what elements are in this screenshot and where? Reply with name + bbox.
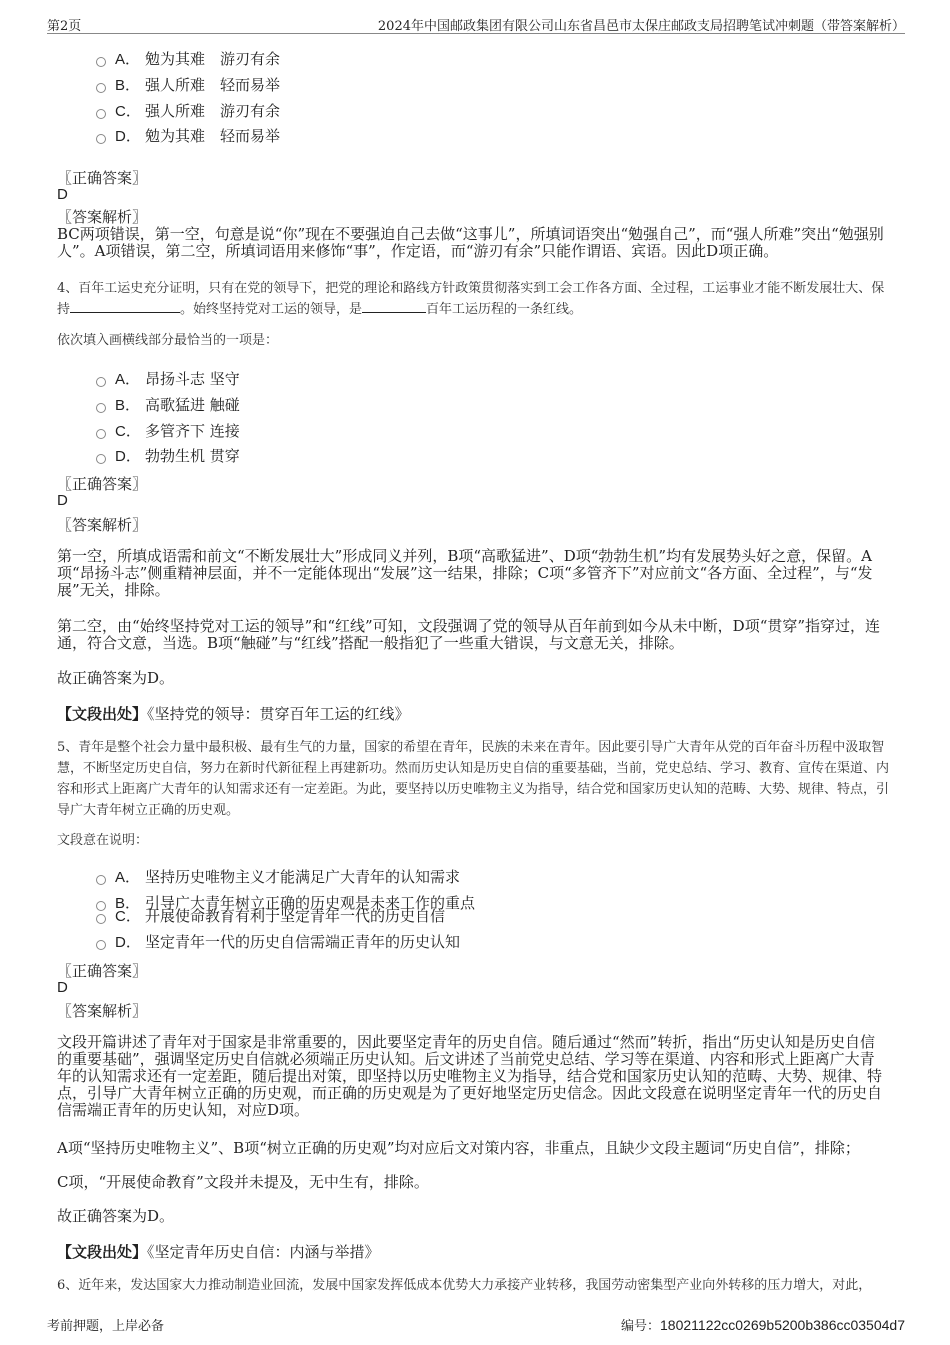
q5-option-a[interactable]: A． 坚持历史唯物主义才能满足广大青年的认知需求 [96, 866, 460, 887]
q5-option-b[interactable]: B． 引导广大青年树立正确的历史观是未来工作的重点 [96, 892, 475, 913]
q5-option-c[interactable]: C． 开展使命教育有利于坚定青年一代的历史自信 [96, 905, 445, 926]
q4-prompt: 依次填入画横线部分最恰当的一项是： [57, 333, 279, 348]
q4-option-a[interactable]: A． 昂扬斗志 坚守 [96, 368, 240, 389]
q6-stem: 6、近年来，发达国家大力推动制造业回流，发展中国家发挥低成本优势大力承接产业转移，我国劳动密集型产业向外转移的压力增大，对此， [57, 1278, 872, 1293]
q3-option-c[interactable]: C． 强人所难 游刃有余 [96, 100, 280, 121]
q3-answer-label: 〖正确答案〗 [57, 169, 148, 187]
q5-answer: D [57, 979, 68, 996]
radio-icon[interactable] [96, 134, 106, 144]
q5-analysis-label: 〖答案解析〗 [57, 1002, 148, 1020]
q4-option-d[interactable]: D． 勃勃生机 贯穿 [96, 445, 240, 466]
q5-option-d[interactable]: D． 坚定青年一代的历史自信需端正青年的历史认知 [96, 931, 460, 952]
q5-analysis-p3: C项，“开展使命教育”文段并未提及，无中生有，排除。 [57, 1173, 429, 1191]
q4-stem: 4、百年工运史充分证明，只有在党的领导下，把党的理论和路线方针政策贯彻落实到工会工作各方面、全过程，工运事业才能不断发展壮大、保持 。始终坚持党对工运的领导，是 百年工运历程的一条红线。 [57, 281, 885, 317]
radio-icon[interactable] [96, 403, 106, 413]
radio-icon[interactable] [96, 377, 106, 387]
q3-analysis-label: 〖答案解析〗 [57, 208, 148, 226]
q4-option-c[interactable]: C． 多管齐下 连接 [96, 420, 240, 441]
q5-stem: 5、青年是整个社会力量中最积极、最有生气的力量，国家的希望在青年，民族的未来在青年。因此要引导广大青年从党的百年奋斗历程中汲取智慧，不断坚定历史自信，努力在新时代新征程上再建新功。然而历史认知是历史自信的重要基础，当前，党史总结、学习、教育、宣传在渠道、内容和形式上距离广大青年的认知需求还有一定差距。为此，要坚持以历史唯物主义为指导，结合党和国家历史认知的范畴、大势、规律、特点，引导广大青年树立正确的历史观。 [57, 740, 890, 818]
footer-slogan: 考前押题，上岸必备 [47, 1319, 165, 1334]
q5-analysis-p4: 故正确答案为D。 [57, 1207, 175, 1225]
radio-icon[interactable] [96, 875, 106, 885]
q3-option-a[interactable]: A． 勉为其难 游刃有余 [96, 48, 280, 69]
page-header [47, 12, 905, 34]
radio-icon[interactable] [96, 454, 106, 464]
fill-blank [70, 299, 180, 313]
q4-analysis-p1: 第一空，所填成语需和前文“不断发展壮大”形成同义并列，B项“高歌猛进”、D项“勃勃生机”均有发展势头好之意，保留。A项“昂扬斗志”侧重精神层面，并不一定能体现出“发展”这一结果，排除；C项“多管齐下”对应前文“各方面、全过程”，与“发展”无关，排除。 [57, 547, 873, 599]
radio-icon[interactable] [96, 429, 106, 439]
document-code: 编号：18021122cc0269b5200b386cc03504d7 [621, 1317, 905, 1334]
q4-analysis-p3: 故正确答案为D。 [57, 669, 175, 687]
q5-answer-label: 〖正确答案〗 [57, 962, 148, 980]
radio-icon[interactable] [96, 57, 106, 67]
q5-analysis-p2: A项“坚持历史唯物主义”、B项“树立正确的历史观”均对应后文对策内容，非重点，且缺少文段主题词“历史自信”，排除； [57, 1139, 860, 1157]
page-number: 第2页 [47, 19, 82, 34]
radio-icon[interactable] [96, 940, 106, 950]
q3-option-b[interactable]: B． 强人所难 轻而易举 [96, 74, 280, 95]
fill-blank [362, 299, 426, 313]
q5-source: 【文段出处】《坚定青年历史自信：内涵与举措》 [57, 1243, 380, 1261]
q4-source: 【文段出处】《坚持党的领导：贯穿百年工运的红线》 [57, 705, 410, 723]
q4-option-b[interactable]: B． 高歌猛进 触碰 [96, 394, 240, 415]
q4-analysis-label: 〖答案解析〗 [57, 516, 148, 534]
radio-icon[interactable] [96, 109, 106, 119]
q3-option-d[interactable]: D． 勉为其难 轻而易举 [96, 125, 280, 146]
q4-answer: D [57, 492, 68, 509]
radio-icon[interactable] [96, 914, 106, 924]
q5-analysis-p1: 文段开篇讲述了青年对于国家是非常重要的，因此要坚定青年的历史自信。随后通过“然而”转折，指出“历史认知是历史自信的重要基础”，强调坚定历史自信就必须端正历史认知。后文讲述了当前党史总结、学习等在渠道、内容和形式上距离广大青年的认知需求还有一定差距，随后提出对策，即坚持以历史唯物主义为指导，结合党和国家历史认知的范畴、大势、规律、特点，引导广大青年树立正确的历史观，而正确的历史观是为了更好地坚定历史信念。因此文段意在说明坚定青年一代的历史自信需端正青年的历史认知，对应D项。 [57, 1033, 883, 1119]
q4-answer-label: 〖正确答案〗 [57, 475, 148, 493]
radio-icon[interactable] [96, 83, 106, 93]
document-title: 2024年中国邮政集团有限公司山东省昌邑市太保庄邮政支局招聘笔试冲刺题（带答案解析） [377, 19, 905, 34]
q3-analysis: BC两项错误，第一空，句意是说“你”现在不要强迫自己去做“这事儿”，所填词语突出“勉强自己”，而“强人所难”突出“勉强别人”。A项错误，第二空，所填词语用来修饰“事”，作定语，而“游刃有余”只能作谓语、宾语。因此D项正确。 [57, 225, 884, 260]
q5-prompt: 文段意在说明： [57, 833, 149, 848]
q4-analysis-p2: 第二空，由“始终坚持党对工运的领导”和“红线”可知，文段强调了党的领导从百年前到如今从未中断，D项“贯穿”指穿过，连通，符合文意，当选。B项“触碰”与“红线”搭配一般指犯了一些重大错误，与文意无关，排除。 [57, 617, 881, 652]
q3-answer: D [57, 186, 68, 203]
